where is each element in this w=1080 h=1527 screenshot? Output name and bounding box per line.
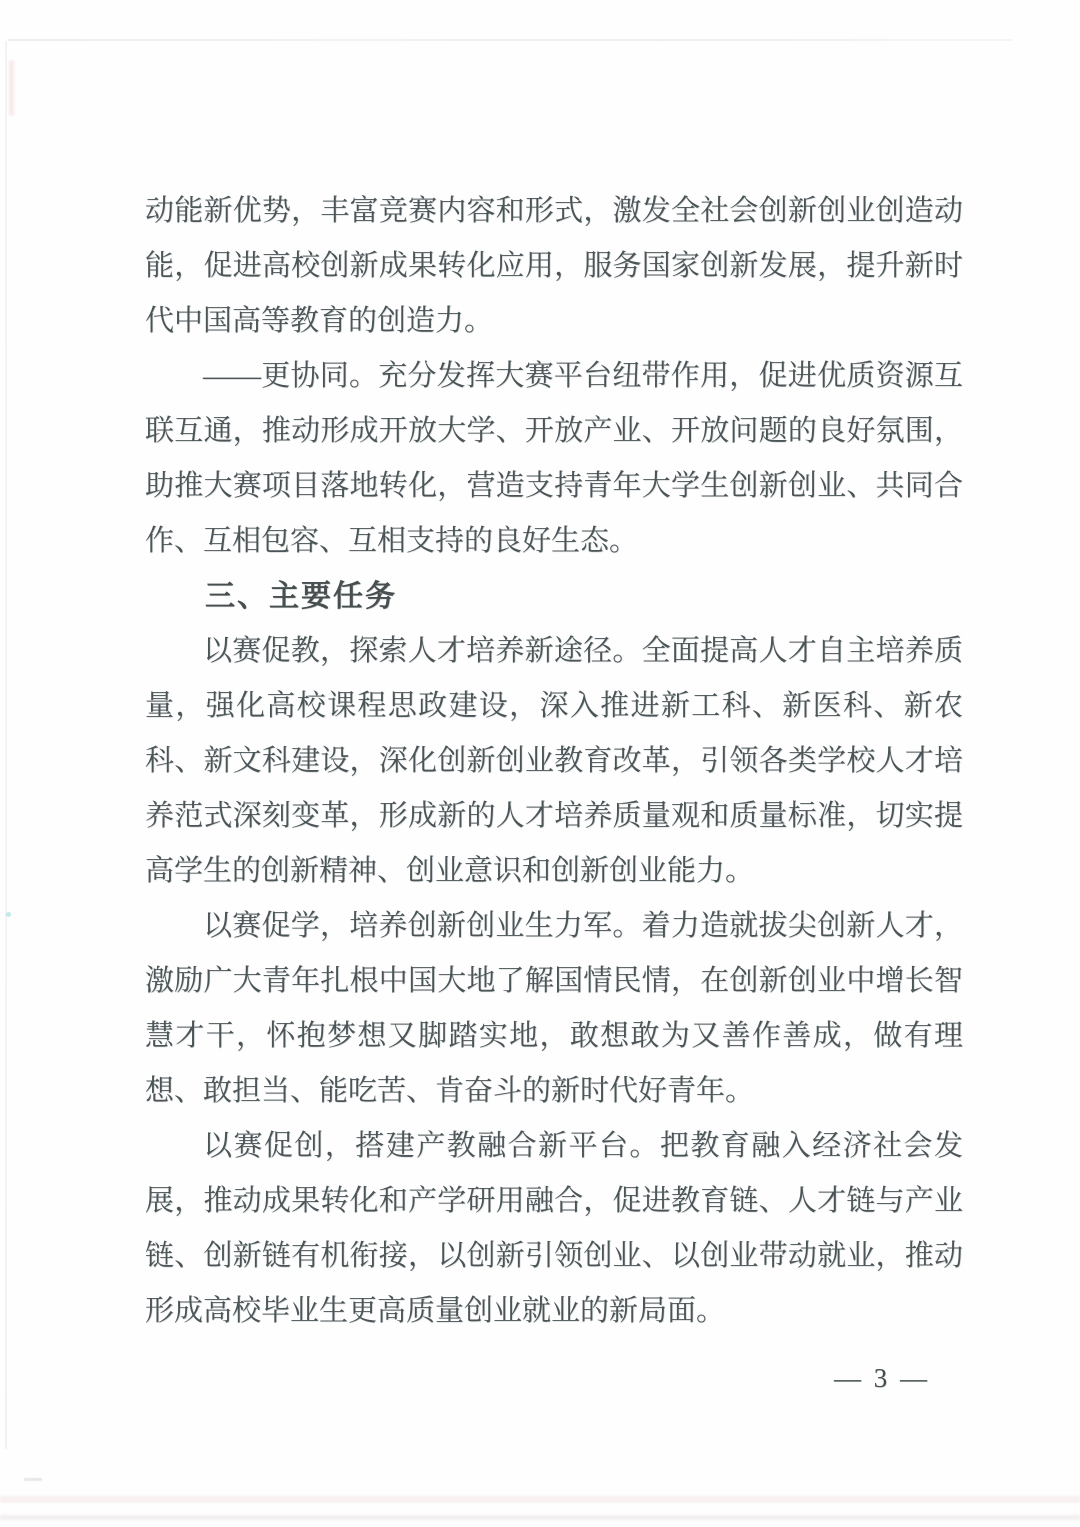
scan-artifact-corner-mark <box>24 1478 42 1481</box>
document-body <box>145 184 963 1339</box>
body-paragraph: 以赛促教，探索人才培养新途径。全面提高人才自主培养质量，强化高校课程思政建设，深入推进新工科、新医科、新农科、新文科建设，深化创新创业教育改革，引领各类学校人才培养范式深刻变革，形成新的人才培养质量观和质量标准，切实提高学生的创新精神、创业意识和创新创业能力。 <box>145 635 963 887</box>
section-heading: 三、主要任务 <box>205 580 397 613</box>
scan-artifact-left-edge-line <box>5 41 7 1449</box>
scan-artifact-top-edge-line <box>8 39 1012 41</box>
body-paragraph: 动能新优势，丰富竞赛内容和形式，激发全社会创新创业创造动能，促进高校创新成果转化应用，服务国家创新发展，提升新时代中国高等教育的创造力。 <box>145 195 963 337</box>
scan-artifact-pink-smudge <box>9 60 14 116</box>
scan-artifact-cyan-dot <box>6 912 11 917</box>
body-paragraph: 以赛促学，培养创新创业生力军。着力造就拔尖创新人才，激励广大青年扎根中国大地了解国情民情，在创新创业中增长智慧才干，怀抱梦想又脚踏实地，敢想敢为又善作善成，做有理想、敢担当、能吃苦、肯奋斗的新时代好青年。 <box>145 910 963 1107</box>
scan-artifact-bottom-streak <box>0 1496 1080 1503</box>
body-paragraph: 以赛促创，搭建产教融合新平台。把教育融入经济社会发展，推动成果转化和产学研用融合，促进教育链、人才链与产业链、创新链有机衔接，以创新引领创业、以创业带动就业，推动形成高校毕业生更高质量创业就业的新局面。 <box>145 1130 963 1327</box>
page-number: — 3 — <box>834 1363 930 1393</box>
scan-artifact-bottom-streak <box>0 1515 1080 1520</box>
body-paragraph: ——更协同。充分发挥大赛平台纽带作用，促进优质资源互联互通，推动形成开放大学、开放产业、开放问题的良好氛围，助推大赛项目落地转化，营造支持青年大学生创新创业、共同合作、互相包容、互相支持的良好生态。 <box>145 360 963 557</box>
